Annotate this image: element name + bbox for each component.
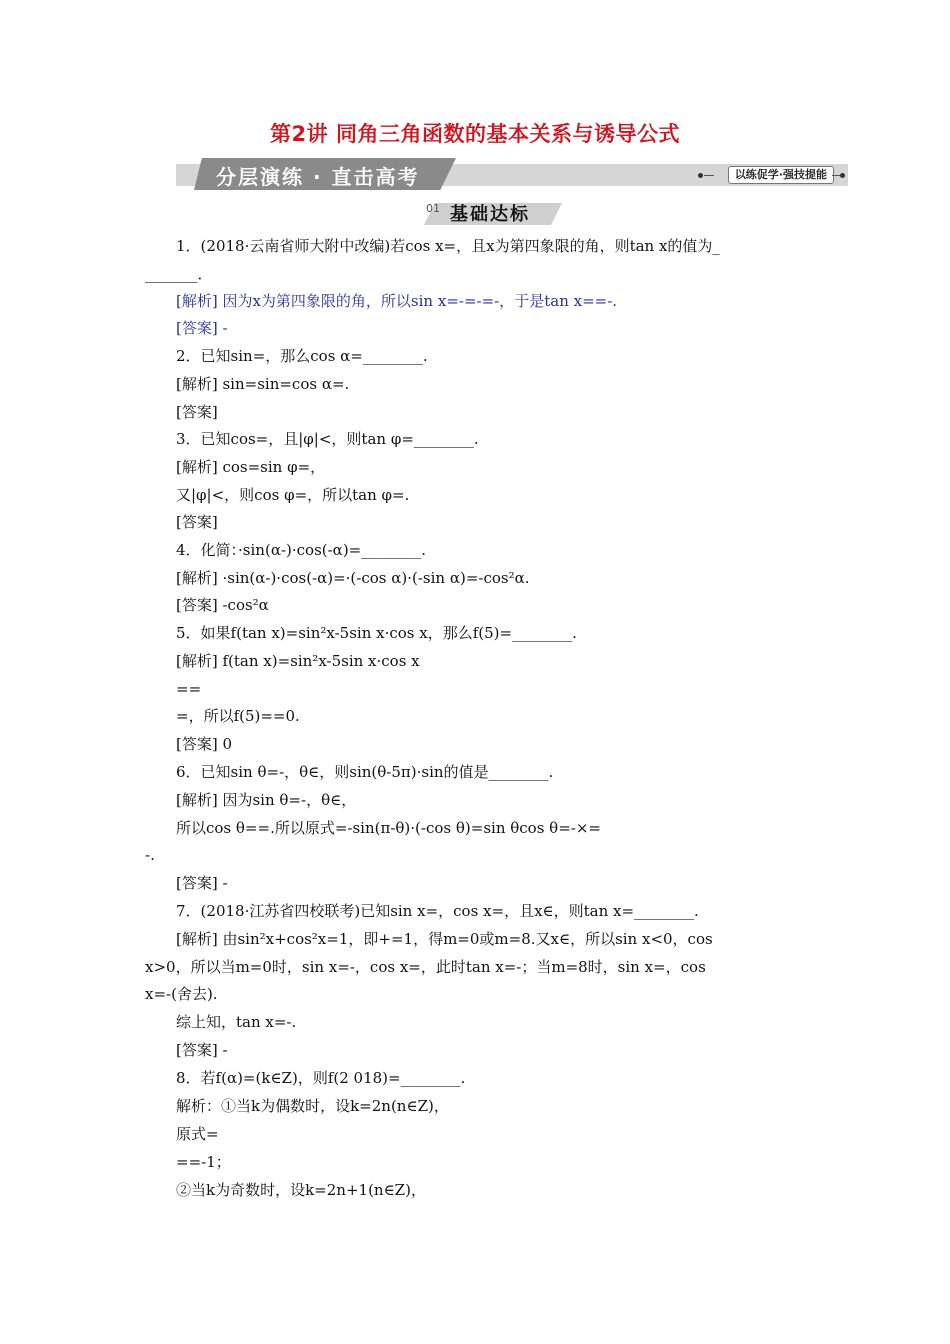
text-line: 又|φ|<，则cos φ=，所以tan φ=. xyxy=(176,486,410,504)
text-line: x>0，所以当m=0时，sin x=-，cos x=，此时tan x=-；当m=8时，sin x=，cos xyxy=(145,958,706,976)
dot-icon xyxy=(698,173,703,178)
dot-icon xyxy=(840,173,845,178)
text-line: [解析] ·sin(α-)·cos(-α)=·(-cos α)·(-sin α)=-cos²α. xyxy=(176,569,530,587)
text-line: [答案] 0 xyxy=(176,735,233,753)
text-line: [答案] xyxy=(176,513,218,531)
text-line: 2．已知sin=，那么cos α=________. xyxy=(176,347,428,365)
text-line: 1．(2018·云南省师大附中改编)若cos x=，且x为第四象限的角，则tan x的值为_ xyxy=(176,237,720,255)
text-line: [答案] - xyxy=(176,319,228,337)
text-line: [解析] 因为sin θ=-，θ∈， xyxy=(176,791,357,809)
text-line: 8．若f(α)=(k∈Z)，则f(2 018)=________. xyxy=(176,1069,466,1087)
text-line: _______． xyxy=(145,265,213,283)
text-line: 解析：①当k为偶数时，设k=2n(n∈Z)， xyxy=(176,1097,449,1115)
section-label: 基础达标 xyxy=(450,204,530,225)
text-line: 原式= xyxy=(176,1125,219,1143)
text-line: 4．化简：·sin(α-)·cos(-α)=________. xyxy=(176,541,427,559)
page-title: 第2讲 同角三角函数的基本关系与诱导公式 xyxy=(270,122,680,146)
section-mark-icon: 01 xyxy=(426,202,440,215)
text-line: 3．已知cos=，且|φ|<，则tan φ=________. xyxy=(176,430,479,448)
text-line: [答案] -cos²α xyxy=(176,596,269,614)
text-line: =，所以f(5)==0. xyxy=(176,707,300,725)
divider xyxy=(704,175,714,176)
text-line: [答案] - xyxy=(176,874,228,892)
text-line: [解析] 由sin²x+cos²x=1，即+=1，得m=0或m=8.又x∈，所以sin x<0，cos xyxy=(176,930,713,948)
text-line: 所以cos θ==.所以原式=-sin(π-θ)·(-cos θ)=sin θcos θ=-×= xyxy=(176,819,601,837)
text-line: == xyxy=(176,680,202,698)
banner-text: 分层演练 · 直击高考 xyxy=(216,165,420,189)
text-line: -. xyxy=(145,846,155,864)
text-line: 综上知，tan x=-. xyxy=(176,1013,297,1031)
text-line: [答案] - xyxy=(176,1041,228,1059)
text-line: [解析] cos=sin φ=， xyxy=(176,458,326,476)
text-line: [答案] xyxy=(176,403,218,421)
text-line: [解析] sin=sin=cos α=. xyxy=(176,375,350,393)
text-line: ==-1； xyxy=(176,1153,231,1171)
text-line: [解析] f(tan x)=sin²x-5sin x·cos x xyxy=(176,652,420,670)
text-line: 5．如果f(tan x)=sin²x-5sin x·cos x，那么f(5)=________. xyxy=(176,624,577,642)
section-badge xyxy=(424,200,562,226)
text-line: 6．已知sin θ=-，θ∈，则sin(θ-5π)·sin的值是________. xyxy=(176,763,554,781)
text-line: 7．(2018·江苏省四校联考)已知sin x=，cos x=，且x∈，则tan x=________. xyxy=(176,902,699,920)
section-banner xyxy=(176,158,848,190)
text-line: x=-(舍去). xyxy=(145,985,218,1003)
text-line: ②当k为奇数时，设k=2n+1(n∈Z)， xyxy=(176,1181,426,1199)
text-line: [解析] 因为x为第四象限的角，所以sin x=-=-=-，于是tan x==-. xyxy=(176,292,618,310)
banner-tag: 以练促学·强技提能 xyxy=(728,166,834,184)
